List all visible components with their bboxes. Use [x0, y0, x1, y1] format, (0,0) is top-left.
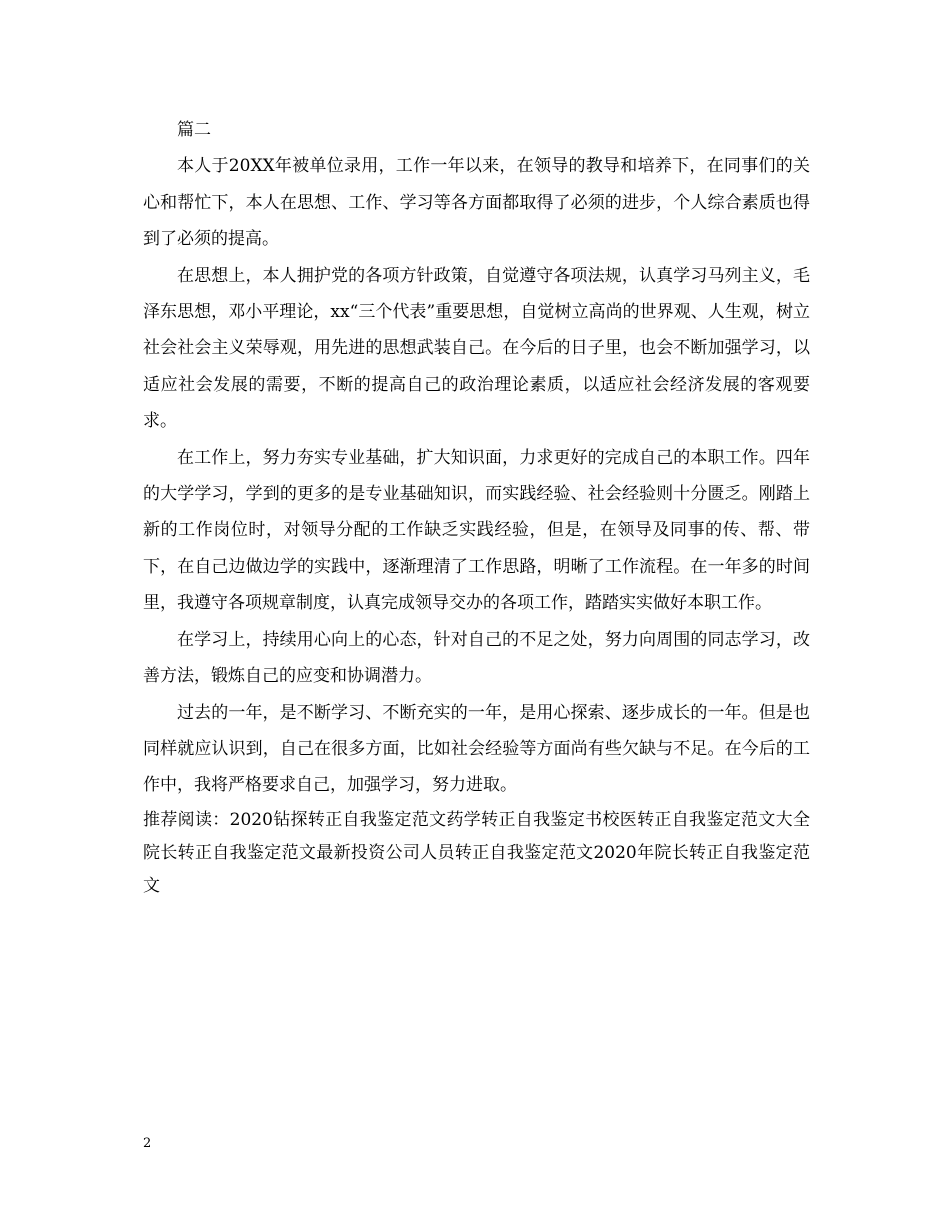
paragraph-study: 在学习上，持续用心向上的心态，针对自己的不足之处，努力向周围的同志学习，改善方法，锻炼自己的应变和协调潜力。: [143, 629, 810, 687]
paragraph-intro: 本人于20XX年被单位录用，工作一年以来，在领导的教导和培养下，在同事们的关心和帮忙下，本人在思想、工作、学习等各方面都取得了必须的进步，个人综合素质也得到了必须的提高。: [143, 156, 810, 250]
paragraph-work: 在工作上，努力夯实专业基础，扩大知识面，力求更好的完成自己的本职工作。四年的大学学习，学到的更多的是专业基础知识，而实践经验、社会经验则十分匮乏。刚踏上新的工作岗位时，对领导分配的工作缺乏实践经验，但是，在领导及同事的传、帮、带下，在自己边做边学的实践中，逐渐理清了工作思路，明晰了工作流程。在一年多的时间里，我遵守各项规章制度，认真完成领导交办的各项工作，踏踏实实做好本职工作。: [143, 447, 810, 614]
page-number: 2: [143, 1136, 152, 1151]
paragraph-summary: 过去的一年，是不断学习、不断充实的一年，是用心探索、逐步成长的一年。但是也同样就应认识到，自己在很多方面，比如社会经验等方面尚有些欠缺与不足。在今后的工作中，我将严格要求自己，加强学习，努力进取。: [143, 702, 810, 796]
section-heading: 篇二: [177, 120, 211, 140]
paragraph-ideology: 在思想上，本人拥护党的各项方针政策，自觉遵守各项法规，认真学习马列主义，毛泽东思想，邓小平理论，xx“三个代表”重要思想，自觉树立高尚的世界观、人生观，树立社会社会主义荣辱观，用先进的思想武装自己。在今后的日子里，也会不断加强学习，以适应社会发展的需要，不断的提高自己的政治理论素质，以适应社会经济发展的客观要求。: [143, 265, 810, 432]
document-body: [143, 112, 810, 903]
recommended-reading: 推荐阅读：2020钻探转正自我鉴定范文药学转正自我鉴定书校医转正自我鉴定范文大全院长转正自我鉴定范文最新投资公司人员转正自我鉴定范文2020年院长转正自我鉴定范文: [143, 809, 810, 896]
